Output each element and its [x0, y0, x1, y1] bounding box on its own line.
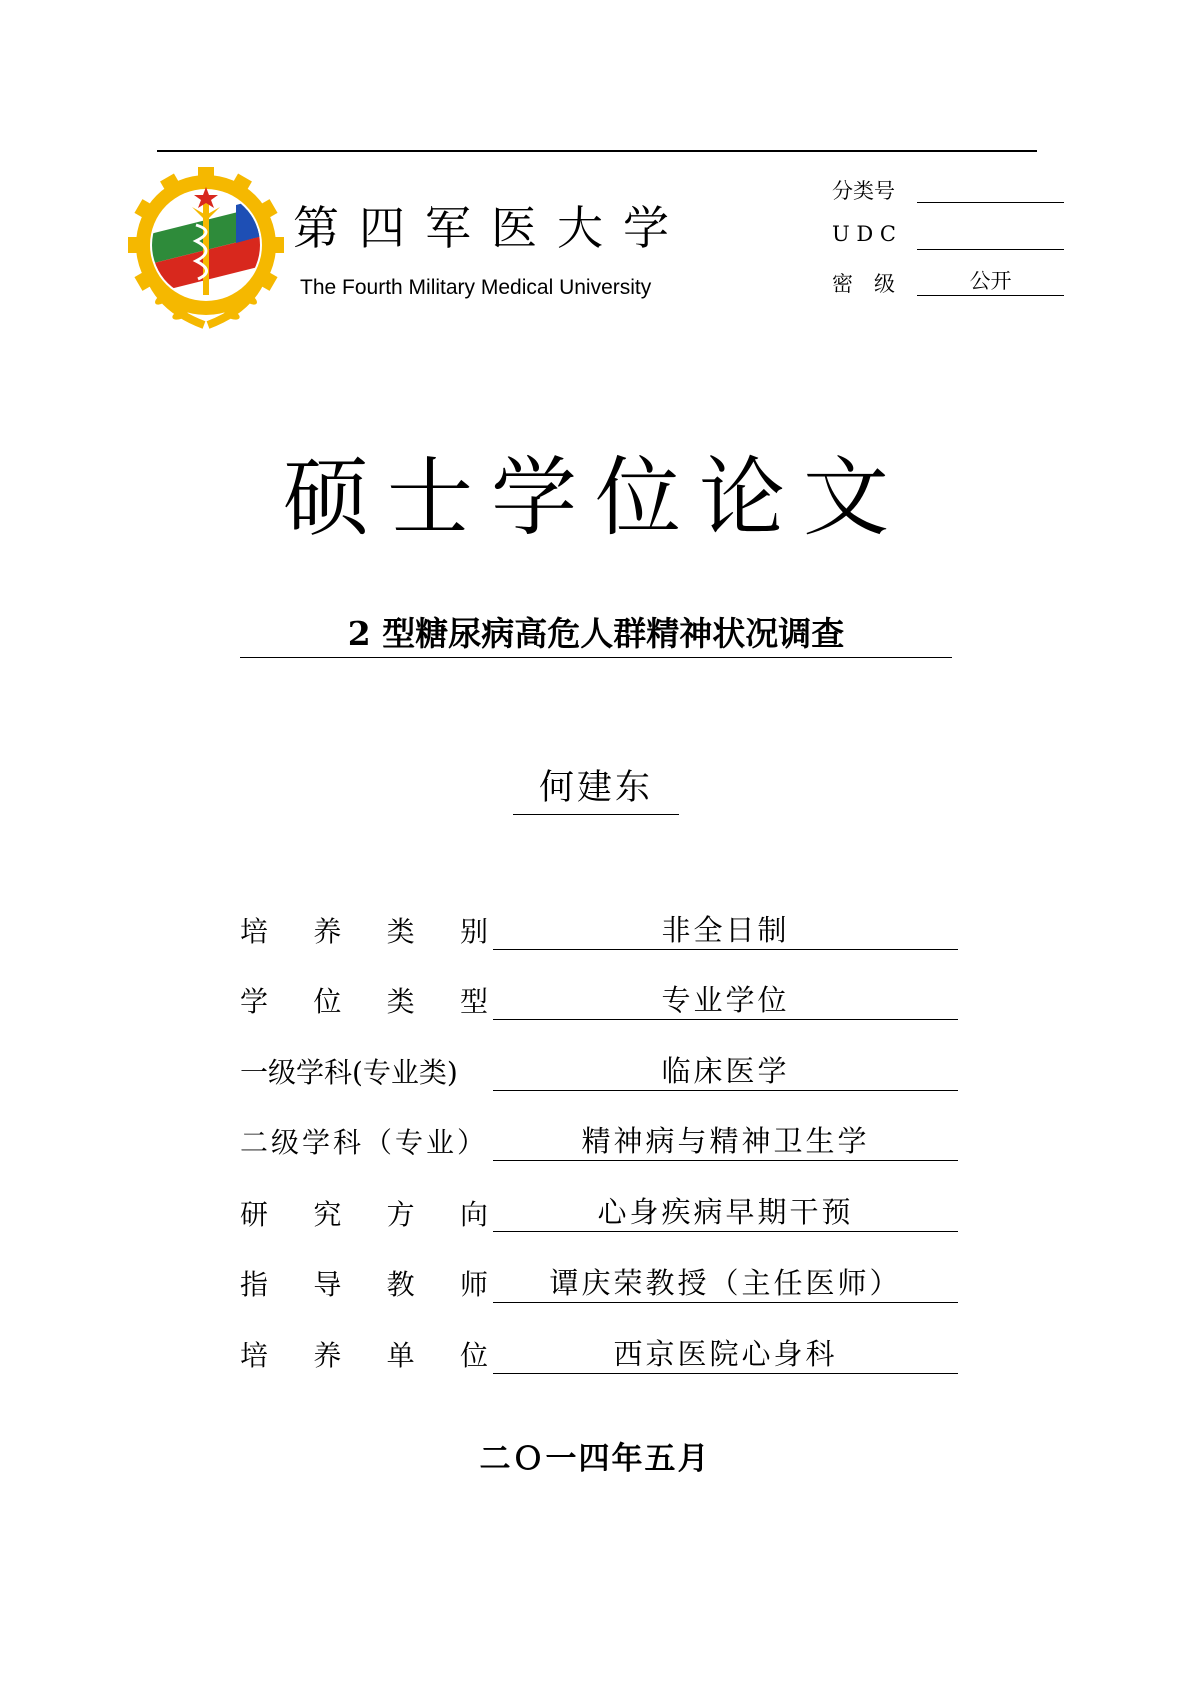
info-value-degree-type: 专业学位 — [661, 983, 790, 1017]
info-value-second-discipline: 精神病与精神卫生学 — [581, 1124, 870, 1158]
top-rule — [157, 150, 1037, 152]
info-value-research-direction: 心身疾病早期干预 — [597, 1195, 854, 1229]
classification-line-3 — [917, 295, 1064, 296]
info-value-supervisor: 谭庆荣教授（主任医师） — [549, 1266, 902, 1300]
info-label-training-type: 培 养 类 别 — [240, 915, 488, 948]
info-label-supervisor: 指 导 教 师 — [240, 1268, 488, 1301]
university-name-cn: 第四军医大学 — [293, 201, 689, 255]
info-line-5 — [493, 1231, 958, 1232]
info-label-training-unit: 培 养 单 位 — [240, 1339, 488, 1372]
university-emblem-icon — [126, 165, 286, 333]
thesis-title-underline — [240, 657, 952, 658]
author-name: 何建东 — [538, 768, 653, 808]
info-value-training-unit: 西京医院心身科 — [613, 1337, 838, 1371]
university-logo — [126, 165, 286, 333]
university-name-en: The Fourth Military Medical University — [300, 276, 652, 299]
info-line-4 — [493, 1160, 958, 1161]
thesis-title: 2 型糖尿病高危人群精神状况调查 — [347, 614, 845, 653]
info-value-first-discipline: 临床医学 — [661, 1054, 790, 1088]
classification-label-2: U D C — [832, 222, 896, 246]
classification-line-1 — [917, 202, 1064, 203]
info-label-first-discipline: 一级学科(专业类) — [240, 1056, 458, 1089]
info-label-second-discipline: 二级学科（专业） — [240, 1126, 489, 1159]
document-type-title: 硕士学位论文 — [283, 448, 907, 548]
info-line-7 — [493, 1373, 958, 1374]
info-line-1 — [493, 949, 958, 950]
info-label-degree-type: 学 位 类 型 — [240, 985, 488, 1018]
classification-label-1: 分类号 — [832, 179, 895, 203]
info-line-3 — [493, 1090, 958, 1091]
info-line-6 — [493, 1302, 958, 1303]
classification-value-3: 公开 — [969, 269, 1012, 293]
author-underline — [513, 814, 679, 815]
info-label-research-direction: 研 究 方 向 — [240, 1198, 488, 1231]
info-line-2 — [493, 1019, 958, 1020]
info-value-training-type: 非全日制 — [661, 913, 790, 947]
classification-label-3: 密 级 — [832, 272, 895, 296]
classification-line-2 — [917, 249, 1064, 250]
submission-date: 二Ｏ一四年五月 — [479, 1441, 711, 1477]
